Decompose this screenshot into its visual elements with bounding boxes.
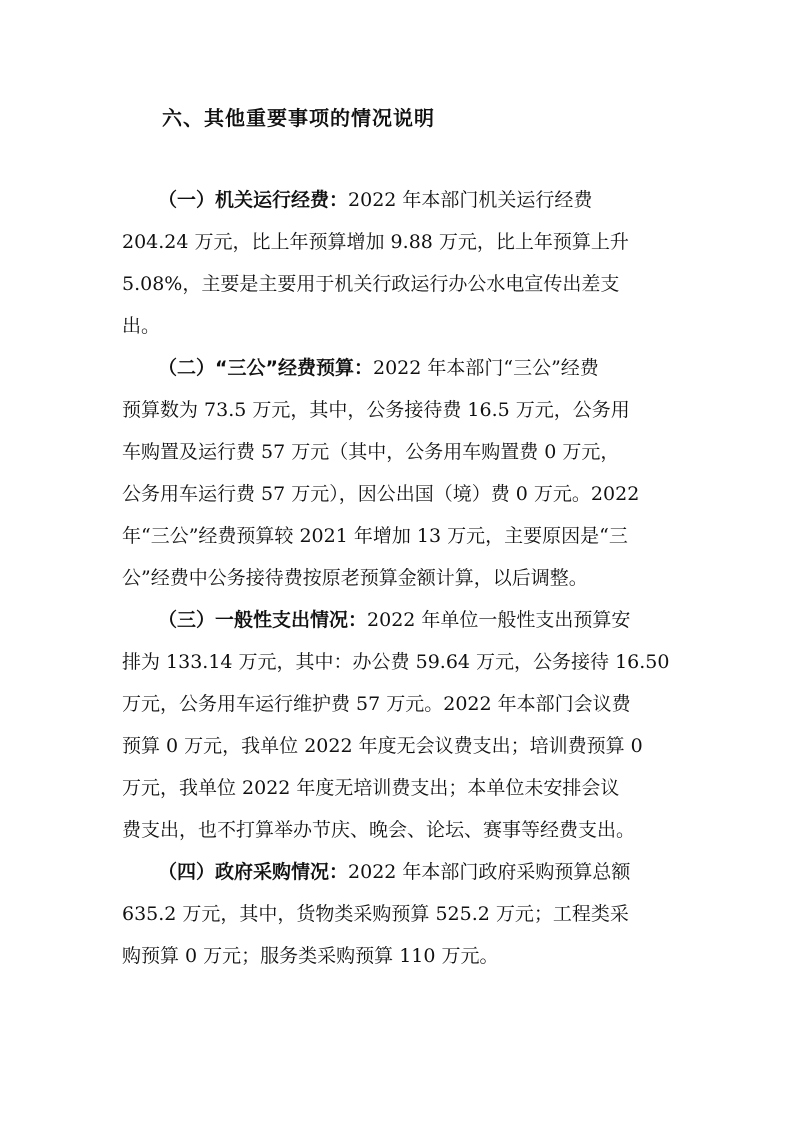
paragraph-line: 204.24 万元，比上年预算增加 9.88 万元，比上年预算上升 bbox=[122, 231, 629, 253]
paragraph-line bbox=[158, 608, 630, 632]
paragraph-text: 2022 年本部门政府采购预算总额 bbox=[348, 861, 631, 883]
paragraph-line: 公”经费中公务接待费按原老预算金额计算，以后调整。 bbox=[122, 567, 588, 589]
paragraph-line: 年“三公”经费预算较 2021 年增加 13 万元，主要原因是“三 bbox=[122, 525, 628, 547]
paragraph-text: 2022 年本部门机关运行经费 bbox=[348, 189, 593, 211]
paragraph-text: 2022 年单位一般性支出预算安 bbox=[367, 609, 631, 631]
paragraph-line: 费支出，也不打算举办节庆、晚会、论坛、赛事等经费支出。 bbox=[122, 819, 636, 841]
paragraph-title: （二）“三公”经费预算： bbox=[158, 357, 373, 379]
paragraph-line: 排为 133.14 万元，其中：办公费 59.64 万元，公务接待 16.50 bbox=[122, 651, 670, 673]
paragraph-line: 635.2 万元，其中，货物类采购预算 525.2 万元；工程类采 bbox=[122, 903, 629, 925]
paragraph-title: （三）一般性支出情况： bbox=[158, 609, 368, 631]
paragraph-line bbox=[158, 860, 630, 884]
paragraph-title: （一）机关运行经费： bbox=[158, 189, 349, 211]
paragraph-text: 2022 年本部门“三公”经费 bbox=[372, 357, 599, 379]
paragraph-line: 出。 bbox=[122, 315, 161, 337]
paragraph-title: （四）政府采购情况： bbox=[158, 861, 349, 883]
paragraph-line bbox=[158, 188, 592, 212]
paragraph-line: 车购置及运行费 57 万元（其中，公务用车购置费 0 万元， bbox=[122, 441, 620, 463]
paragraph-line: 万元，公务用车运行维护费 57 万元。2022 年本部门会议费 bbox=[122, 693, 631, 715]
paragraph-line: 万元，我单位 2022 年度无培训费支出；本单位未安排会议 bbox=[122, 777, 620, 799]
paragraph-line: 购预算 0 万元；服务类采购预算 110 万元。 bbox=[122, 945, 499, 967]
paragraph-line: 公务用车运行费 57 万元），因公出国（境）费 0 万元。2022 bbox=[122, 483, 640, 505]
paragraph-line: 预算数为 73.5 万元，其中，公务接待费 16.5 万元，公务用 bbox=[122, 399, 630, 421]
section-heading: 六、其他重要事项的情况说明 bbox=[162, 106, 435, 130]
paragraph-line: 预算 0 万元，我单位 2022 年度无会议费支出；培训费预算 0 bbox=[122, 735, 643, 757]
paragraph-line bbox=[158, 356, 599, 380]
paragraph-line: 5.08%，主要是主要用于机关行政运行办公水电宣传出差支 bbox=[122, 273, 620, 295]
